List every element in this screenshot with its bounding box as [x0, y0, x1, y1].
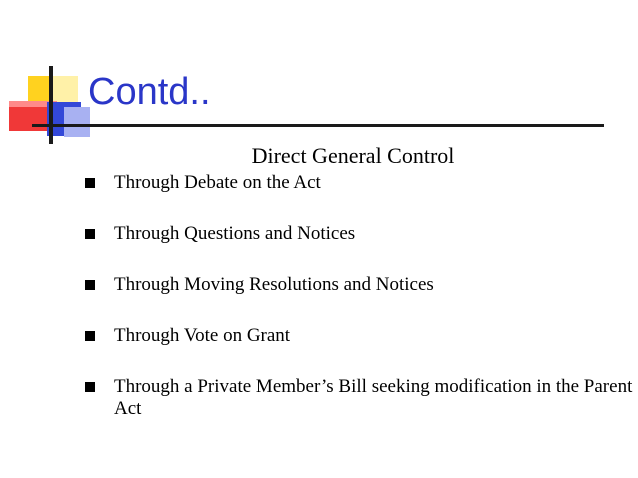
- bullet-text: Through Debate on the Act: [114, 172, 321, 193]
- list-item: [82, 223, 355, 245]
- list-item: [82, 376, 638, 420]
- list-item: [82, 274, 434, 296]
- slide-subheading: Direct General Control: [251, 143, 455, 168]
- bullet-text: Through Moving Resolutions and Notices: [114, 274, 434, 295]
- decorative-logo-icon: [0, 0, 100, 150]
- bullet-text: Through a Private Member’s Bill seeking modification in the Parent Act: [114, 376, 633, 419]
- list-item: [82, 172, 321, 194]
- list-item: [82, 325, 290, 347]
- square-bullet-icon: [85, 229, 95, 239]
- title-divider: [32, 124, 604, 127]
- square-bullet-icon: [85, 331, 95, 341]
- bullet-text: Through Questions and Notices: [114, 223, 356, 244]
- slide-title: Contd..: [88, 71, 211, 113]
- square-bullet-icon: [85, 382, 95, 392]
- square-bullet-icon: [85, 178, 95, 188]
- logo-blue-light-square: [64, 107, 90, 137]
- square-bullet-icon: [85, 280, 95, 290]
- logo-vertical-line: [49, 66, 53, 144]
- bullet-text: Through Vote on Grant: [114, 325, 291, 346]
